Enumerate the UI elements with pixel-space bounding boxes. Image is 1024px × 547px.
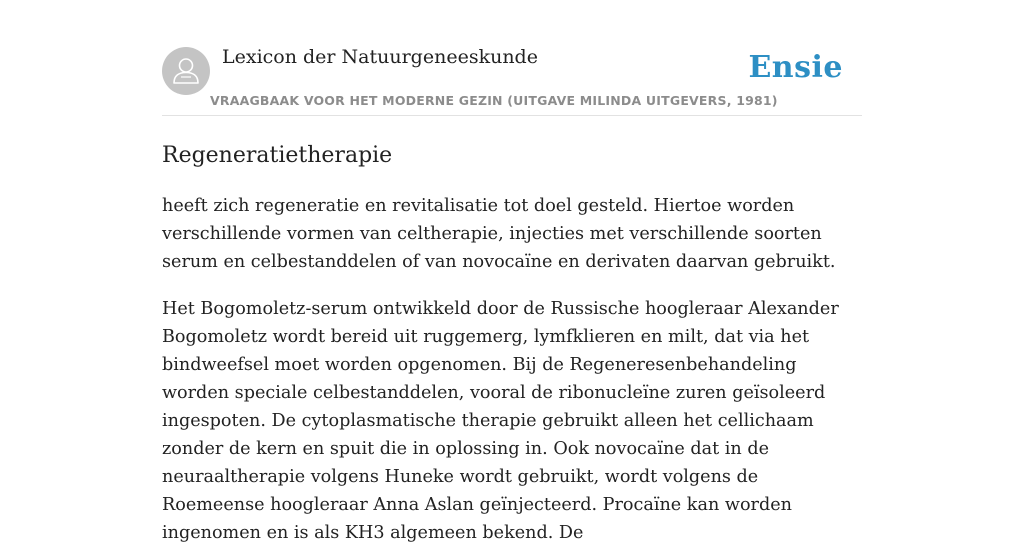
page-container bbox=[162, 0, 862, 547]
source-title[interactable]: Lexicon der Natuurgeneeskunde bbox=[222, 46, 538, 68]
user-placeholder-icon[interactable] bbox=[162, 47, 210, 95]
entry-paragraph: Het Bogomoletz-serum ontwikkeld door de Russische hoogleraar Alexander Bogomoletz wordt bereid uit ruggemerg, lymfklieren en milt, dat via het bindweefsel moet worden opgenomen. Bij de Regeneresenbehandeling worden speciale celbestanddelen, vooral de ribonucleïne zuren geïsoleerd ingespoten. De cytoplasmatische therapie gebruikt alleen het cellichaam zonder de kern en spuit die in oplossing in. Ook novocaïne dat in de neuraaltherapie volgens Huneke wordt gebruikt, wordt volgens de Roemeense hoogleraar Anna Aslan geïnjecteerd. Procaïne kan worden ingenomen en is als KH3 algemeen bekend. De bbox=[162, 299, 839, 543]
entry-paragraph: heeft zich regeneratie en revitalisatie tot doel gesteld. Hiertoe worden verschillende vormen van celtherapie, injecties met verschillende soorten serum en celbestanddelen of van novocaïne en derivaten daarvan gebruikt. bbox=[162, 196, 836, 272]
source-header bbox=[162, 0, 862, 116]
brand-logo[interactable]: Ensie bbox=[748, 50, 843, 85]
source-subtitle: VRAAGBAAK VOOR HET MODERNE GEZIN (UITGAVE MILINDA UITGEVERS, 1981) bbox=[210, 93, 778, 108]
entry-title: Regeneratietherapie bbox=[162, 143, 393, 168]
